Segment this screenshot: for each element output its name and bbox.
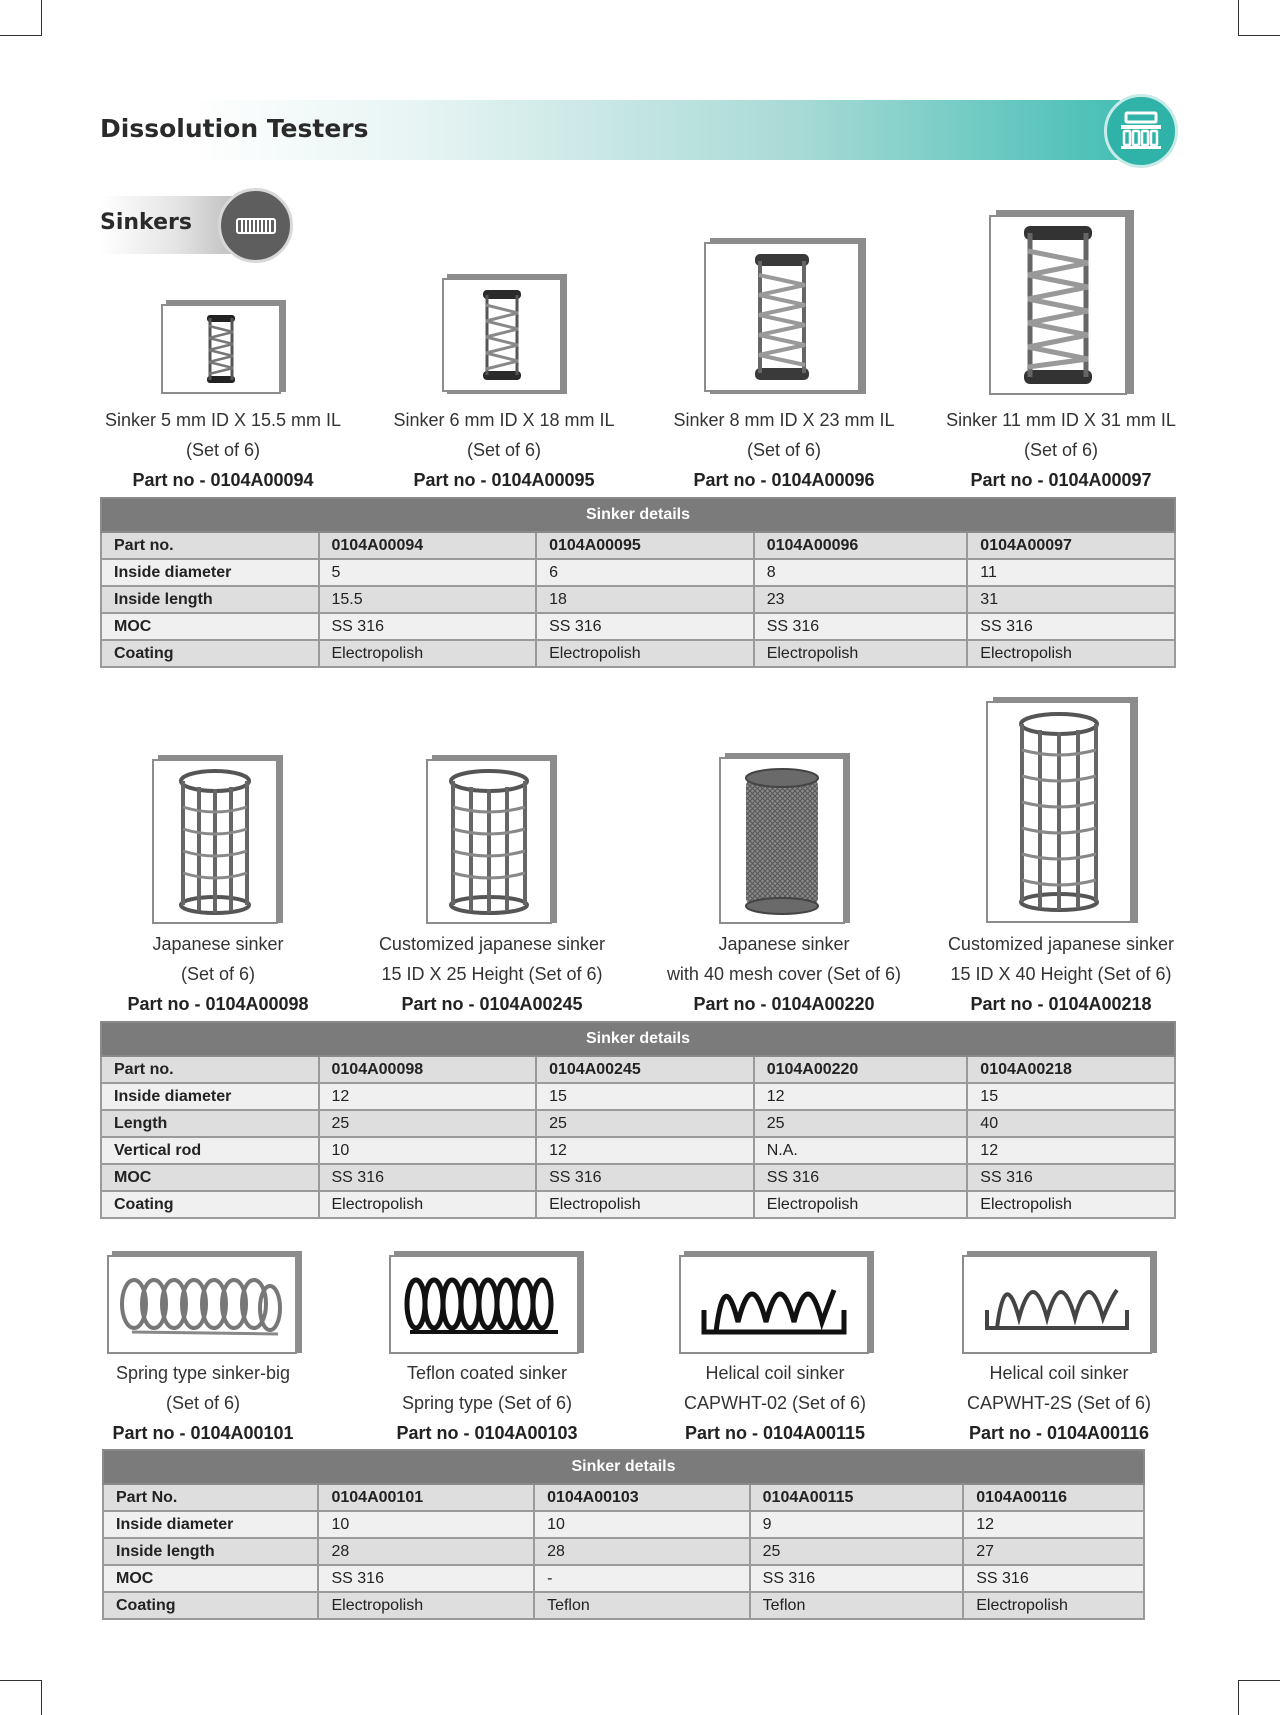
table-cell: MOC xyxy=(101,613,319,640)
crop-mark xyxy=(0,1680,42,1681)
table-cell: Teflon xyxy=(534,1592,750,1619)
table-cell: MOC xyxy=(101,1164,319,1191)
product-name: Spring type sinker-big xyxy=(115,1363,291,1383)
product-subtitle: (Set of 6) xyxy=(746,440,822,460)
table-cell: 25 xyxy=(319,1110,537,1137)
table-cell: 11 xyxy=(967,559,1175,586)
product-part-number: Part no - 0104A00245 xyxy=(401,994,583,1014)
table-cell: 28 xyxy=(318,1538,534,1565)
product-photo xyxy=(161,304,281,394)
table-cell: Coating xyxy=(101,1191,319,1218)
table-cell: SS 316 xyxy=(319,1164,537,1191)
table-cell: Teflon xyxy=(750,1592,964,1619)
table-cell: 9 xyxy=(750,1511,964,1538)
table-cell: Electropolish xyxy=(967,1191,1175,1218)
product-caption xyxy=(650,405,918,495)
spring-sinker-image xyxy=(118,1270,286,1340)
product-caption xyxy=(90,1358,316,1448)
product-photo xyxy=(426,759,552,924)
table-cell: 25 xyxy=(754,1110,968,1137)
table-cell: Inside diameter xyxy=(103,1511,318,1538)
table-cell: Length xyxy=(101,1110,319,1137)
table-cell: SS 316 xyxy=(750,1565,964,1592)
table-cell: 12 xyxy=(963,1511,1144,1538)
product-subtitle: 15 ID X 25 Height (Set of 6) xyxy=(381,964,603,984)
table-cell: SS 316 xyxy=(536,1164,754,1191)
table-row xyxy=(101,613,1175,640)
product-subtitle: 15 ID X 40 Height (Set of 6) xyxy=(950,964,1172,984)
table-cell: SS 316 xyxy=(963,1565,1144,1592)
product-name: Sinker 8 mm ID X 23 mm IL xyxy=(673,410,895,430)
product-part-number: Part no - 0104A00097 xyxy=(970,470,1152,490)
crop-mark xyxy=(0,35,42,36)
product-caption xyxy=(644,929,924,1019)
table-row xyxy=(101,1056,1175,1083)
product-caption xyxy=(925,929,1197,1019)
coil-sinker-image xyxy=(477,287,527,383)
table-cell: 0104A00103 xyxy=(534,1484,750,1511)
table-cell: 0104A00096 xyxy=(754,532,968,559)
table-cell: 0104A00220 xyxy=(754,1056,968,1083)
crop-mark xyxy=(1238,1680,1280,1681)
table-cell: 0104A00095 xyxy=(536,532,754,559)
table-row xyxy=(101,1110,1175,1137)
table-cell: 0104A00115 xyxy=(750,1484,964,1511)
product-caption xyxy=(376,1358,598,1448)
table-cell: Vertical rod xyxy=(101,1137,319,1164)
table-cell: 12 xyxy=(967,1137,1175,1164)
helical-coil-image xyxy=(694,1270,854,1340)
product-part-number: Part no - 0104A00103 xyxy=(396,1423,578,1443)
table-cell: 28 xyxy=(534,1538,750,1565)
product-name: Helical coil sinker xyxy=(989,1363,1129,1383)
product-name: Sinker 11 mm ID X 31 mm IL xyxy=(946,410,1176,430)
table-cell: N.A. xyxy=(754,1137,968,1164)
table-cell: Electropolish xyxy=(754,640,968,667)
table-cell: 12 xyxy=(754,1083,968,1110)
product-subtitle: (Set of 6) xyxy=(466,440,542,460)
table-cell: 15 xyxy=(967,1083,1175,1110)
sinker-coil-icon xyxy=(218,188,293,263)
table-cell: 31 xyxy=(967,586,1175,613)
product-photo xyxy=(719,757,845,924)
product-part-number: Part no - 0104A00095 xyxy=(413,470,595,490)
table-cell: SS 316 xyxy=(754,1164,968,1191)
product-photo xyxy=(152,759,278,924)
table-cell: SS 316 xyxy=(536,613,754,640)
product-photo xyxy=(962,1255,1152,1354)
table-cell: 12 xyxy=(319,1083,537,1110)
product-caption xyxy=(925,405,1197,495)
product-name: Japanese sinker xyxy=(152,934,284,954)
product-name: Sinker 5 mm ID X 15.5 mm IL xyxy=(104,410,342,430)
table-cell: 0104A00097 xyxy=(967,532,1175,559)
table-row xyxy=(101,1137,1175,1164)
table-cell: Coating xyxy=(103,1592,318,1619)
table-cell: Electropolish xyxy=(536,640,754,667)
product-caption xyxy=(370,405,638,495)
table-row xyxy=(101,1083,1175,1110)
table-cell: 6 xyxy=(536,559,754,586)
product-caption xyxy=(90,405,356,495)
crop-mark xyxy=(41,1680,42,1715)
table-cell: SS 316 xyxy=(967,613,1175,640)
table-cell: Inside diameter xyxy=(101,559,319,586)
product-caption xyxy=(90,929,346,1019)
table-cell: 5 xyxy=(319,559,537,586)
table-cell: 18 xyxy=(536,586,754,613)
product-photo xyxy=(679,1255,869,1354)
table-cell: 0104A00101 xyxy=(318,1484,534,1511)
section-title: Sinkers xyxy=(100,210,192,235)
table-cell: 8 xyxy=(754,559,968,586)
table-row xyxy=(101,1191,1175,1218)
table-cell: Electropolish xyxy=(319,1191,537,1218)
table-cell: 0104A00098 xyxy=(319,1056,537,1083)
product-subtitle: with 40 mesh cover (Set of 6) xyxy=(666,964,902,984)
table-cell: 10 xyxy=(534,1511,750,1538)
product-part-number: Part no - 0104A00094 xyxy=(132,470,314,490)
table-row xyxy=(103,1484,1144,1511)
table-row xyxy=(103,1511,1144,1538)
table-row xyxy=(101,532,1175,559)
product-caption xyxy=(356,929,628,1019)
table-row xyxy=(101,1164,1175,1191)
table-cell: Inside diameter xyxy=(101,1083,319,1110)
table-cell: Electropolish xyxy=(536,1191,754,1218)
table-cell: Part no. xyxy=(101,1056,319,1083)
table-caption: Sinker details xyxy=(101,1022,1175,1056)
table-cell: 25 xyxy=(750,1538,964,1565)
product-subtitle: CAPWHT-02 (Set of 6) xyxy=(683,1393,867,1413)
table-cell: Inside length xyxy=(101,586,319,613)
table-cell: SS 316 xyxy=(319,613,537,640)
table-row xyxy=(101,559,1175,586)
product-name: Helical coil sinker xyxy=(705,1363,845,1383)
table-cell: 12 xyxy=(536,1137,754,1164)
table-cell: 25 xyxy=(536,1110,754,1137)
table-cell: Coating xyxy=(101,640,319,667)
product-subtitle: CAPWHT-2S (Set of 6) xyxy=(966,1393,1152,1413)
table-cell: Inside length xyxy=(103,1538,318,1565)
product-part-number: Part no - 0104A00115 xyxy=(684,1423,866,1443)
product-caption xyxy=(948,1358,1170,1448)
table-cell: Electropolish xyxy=(754,1191,968,1218)
product-photo xyxy=(704,242,860,392)
sinker-details-table xyxy=(100,1021,1176,1219)
table-cell: 0104A00116 xyxy=(963,1484,1144,1511)
table-cell: 0104A00094 xyxy=(319,532,537,559)
product-photo xyxy=(442,278,562,392)
page-title: Dissolution Testers xyxy=(100,114,369,143)
product-name: Customized japanese sinker xyxy=(378,934,606,954)
product-subtitle: (Set of 6) xyxy=(185,440,261,460)
product-subtitle: (Set of 6) xyxy=(180,964,256,984)
spring-sinker-image xyxy=(402,1270,566,1340)
product-subtitle: (Set of 6) xyxy=(165,1393,241,1413)
table-cell: - xyxy=(534,1565,750,1592)
product-name: Sinker 6 mm ID X 18 mm IL xyxy=(393,410,615,430)
table-cell: MOC xyxy=(103,1565,318,1592)
sinker-details-table xyxy=(102,1449,1145,1620)
table-cell: 23 xyxy=(754,586,968,613)
product-photo xyxy=(986,701,1132,923)
cage-sinker-image xyxy=(1014,710,1104,914)
product-photo xyxy=(107,1255,297,1354)
product-part-number: Part no - 0104A00096 xyxy=(693,470,875,490)
product-part-number: Part no - 0104A00220 xyxy=(693,994,875,1014)
table-cell: SS 316 xyxy=(318,1565,534,1592)
table-cell: 40 xyxy=(967,1110,1175,1137)
cage-sinker-image xyxy=(175,767,255,917)
table-cell: SS 316 xyxy=(967,1164,1175,1191)
sinker-details-table xyxy=(100,497,1176,668)
product-part-number: Part no - 0104A00101 xyxy=(112,1423,294,1443)
table-cell: 10 xyxy=(318,1511,534,1538)
crop-mark xyxy=(1238,1680,1239,1715)
table-row xyxy=(103,1592,1144,1619)
table-row xyxy=(101,640,1175,667)
product-photo xyxy=(389,1255,579,1354)
table-cell: 27 xyxy=(963,1538,1144,1565)
table-cell: Part no. xyxy=(101,532,319,559)
table-caption: Sinker details xyxy=(103,1450,1144,1484)
table-cell: Electropolish xyxy=(963,1592,1144,1619)
product-subtitle: (Set of 6) xyxy=(1023,440,1099,460)
table-cell: 10 xyxy=(319,1137,537,1164)
table-caption: Sinker details xyxy=(101,498,1175,532)
mesh-sinker-image xyxy=(740,766,824,916)
coil-sinker-image xyxy=(201,312,241,386)
table-cell: Part No. xyxy=(103,1484,318,1511)
product-photo xyxy=(989,215,1127,395)
cage-sinker-image xyxy=(445,767,533,917)
crop-mark xyxy=(41,0,42,36)
table-cell: 15 xyxy=(536,1083,754,1110)
table-row xyxy=(103,1565,1144,1592)
coil-sinker-image xyxy=(747,251,817,383)
product-part-number: Part no - 0104A00116 xyxy=(968,1423,1150,1443)
table-cell: 0104A00245 xyxy=(536,1056,754,1083)
table-cell: Electropolish xyxy=(318,1592,534,1619)
table-cell: Electropolish xyxy=(967,640,1175,667)
product-name: Teflon coated sinker xyxy=(406,1363,568,1383)
table-cell: SS 316 xyxy=(754,613,968,640)
crop-mark xyxy=(1238,35,1280,36)
coil-sinker-image xyxy=(1016,223,1100,387)
table-row xyxy=(103,1538,1144,1565)
crop-mark xyxy=(1238,0,1239,36)
table-cell: Electropolish xyxy=(319,640,537,667)
product-name: Japanese sinker xyxy=(718,934,850,954)
table-cell: 0104A00218 xyxy=(967,1056,1175,1083)
dissolution-tester-icon xyxy=(1104,94,1178,168)
table-row xyxy=(101,586,1175,613)
table-cell: 15.5 xyxy=(319,586,537,613)
product-part-number: Part no - 0104A00218 xyxy=(970,994,1152,1014)
helical-coil-image xyxy=(977,1270,1137,1340)
product-caption xyxy=(664,1358,886,1448)
product-name: Customized japanese sinker xyxy=(947,934,1175,954)
product-subtitle: Spring type (Set of 6) xyxy=(401,1393,573,1413)
product-part-number: Part no - 0104A00098 xyxy=(127,994,309,1014)
